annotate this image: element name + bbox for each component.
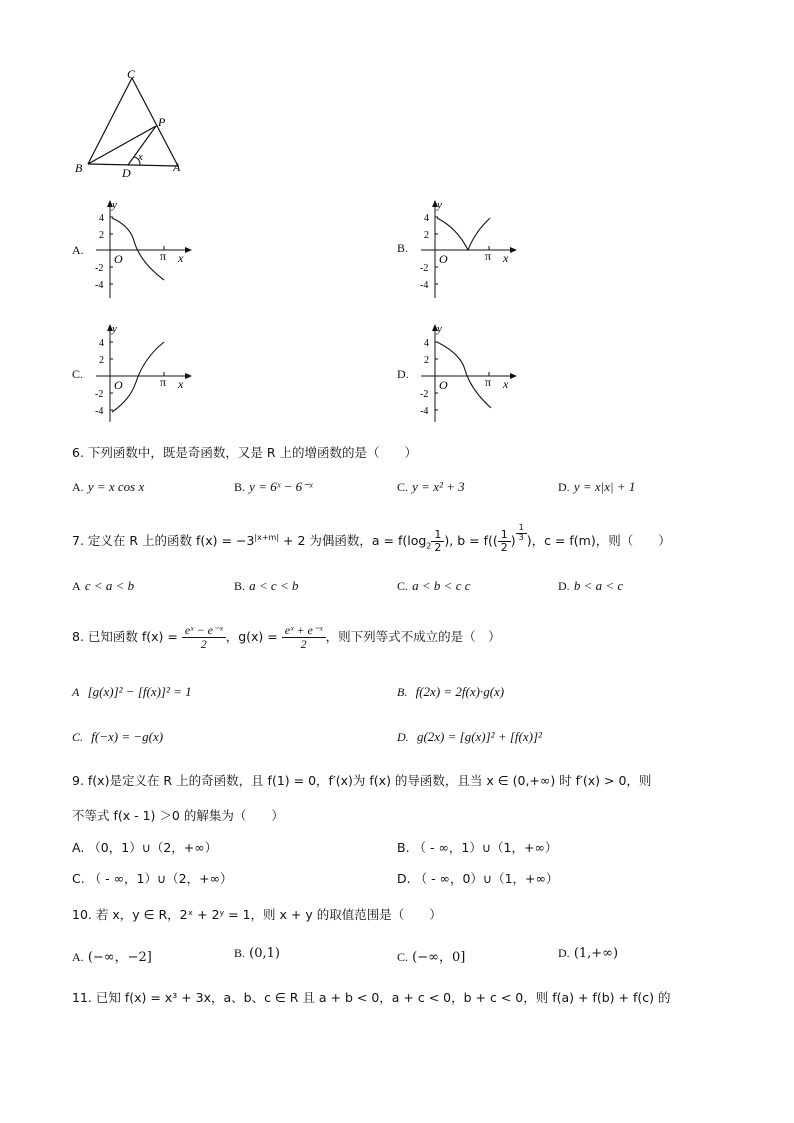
q6-option-c: C. y = x² + 3 xyxy=(397,479,465,494)
q7-option-c: C. a < b < c c xyxy=(397,578,471,593)
tick-neg4: -4 xyxy=(95,406,104,417)
tick-neg2: -2 xyxy=(95,389,104,400)
y-axis-label: y xyxy=(112,323,117,335)
q9-option-d: D. （ - ∞，0）∪（1，+∞） xyxy=(397,871,559,886)
y-axis-label: y xyxy=(437,199,442,211)
tick-2: 2 xyxy=(99,230,104,241)
q9-option-c: C. （ - ∞，1）∪（2，+∞） xyxy=(72,871,233,886)
q9-option-a: A. （0，1）∪（2，+∞） xyxy=(72,840,218,855)
q10-option-d: D. (1,+∞) xyxy=(558,946,619,961)
label-A: A xyxy=(173,160,181,174)
q6-stem: 6. 下列函数中，既是奇函数，又是 R 上的增函数的是（ ） xyxy=(72,445,418,460)
tick-2: 2 xyxy=(99,355,104,366)
graph-a-label: A. xyxy=(72,243,84,257)
tick-neg2: -2 xyxy=(420,263,429,274)
tick-2: 2 xyxy=(424,355,429,366)
graph-b xyxy=(417,196,517,300)
tick-neg2: -2 xyxy=(420,389,429,400)
tick-neg2: -2 xyxy=(95,263,104,274)
y-axis-label: y xyxy=(112,199,117,211)
graph-a xyxy=(92,196,192,300)
graph-c xyxy=(92,320,192,424)
label-P: P xyxy=(158,115,166,129)
label-x: x xyxy=(138,151,143,163)
q11-stem: 11. 已知 f(x) = x³ + 3x，a、b、c ∈ R 且 a + b < 0，a + c < 0，b + c < 0，则 f(a) + f(b) + f(c) 的 xyxy=(72,990,671,1005)
tick-4: 4 xyxy=(424,338,429,349)
x-axis-label: x xyxy=(503,251,509,265)
x-axis-label: x xyxy=(178,251,184,265)
q10-option-c: C. (−∞，0] xyxy=(397,950,466,965)
tick-4: 4 xyxy=(424,213,429,224)
tick-neg4: -4 xyxy=(420,406,429,417)
q7-stem: 7. 定义在 R 上的函数 $f(x) = -3^{|x+m|} + 2$ 为偶函数，$a = f(\log_2$ $\frac{1}{2}$ ), b = f(( $\frac{1}{2}$ ) $^{\frac{1}{3}}$ )，c = f(m)，则（ ） xyxy=(72,523,671,554)
q10-option-b: B. (0,1) xyxy=(234,946,280,961)
q9-stem-line2: 不等式 f(x - 1) ＞0 的解集为（ ） xyxy=(72,808,284,823)
y-axis-label: y xyxy=(437,323,442,335)
q7-option-a: A c < a < b xyxy=(72,578,135,593)
x-axis-label: x xyxy=(178,377,184,391)
tick-4: 4 xyxy=(99,338,104,349)
q6-option-a: A. y = x cos x xyxy=(72,479,145,494)
tick-4: 4 xyxy=(99,213,104,224)
q8-option-a: A [g(x)]² − [f(x)]² = 1 xyxy=(72,684,192,699)
q10-stem: 10. 若 x，y ∈ R，2ˣ + 2ʸ = 1，则 x + y 的取值范围是（ ） xyxy=(72,907,442,922)
label-B: B xyxy=(75,161,83,175)
q8-option-b: B. f(2x) = 2f(x)·g(x) xyxy=(397,684,505,699)
pi-label: π xyxy=(160,249,167,263)
origin-label: O xyxy=(439,378,448,392)
origin-label: O xyxy=(114,252,123,266)
tick-neg4: -4 xyxy=(95,280,104,291)
triangle-figure xyxy=(70,66,190,178)
tick-neg4: -4 xyxy=(420,280,429,291)
q9-option-b: B. （ - ∞，1）∪（1，+∞） xyxy=(397,840,558,855)
graph-c-label: C. xyxy=(72,367,84,381)
graph-d-label: D. xyxy=(397,367,409,381)
label-D: D xyxy=(122,166,131,178)
q6-option-d: D. y = x|x| + 1 xyxy=(558,479,636,494)
q8-option-d: D. g(2x) = [g(x)]² + [f(x)]² xyxy=(397,729,542,744)
pi-label: π xyxy=(485,375,492,389)
q9-stem-line1: 9. f(x)是定义在 R 上的奇函数，且 f(1) = 0，f′(x)为 f(x) 的导函数，且当 x ∈ (0,+∞) 时 f′(x) > 0，则 xyxy=(72,773,652,788)
x-axis-label: x xyxy=(503,377,509,391)
label-C: C xyxy=(127,67,136,81)
graph-d xyxy=(417,320,517,424)
graph-b-label: B. xyxy=(397,241,409,255)
q6-option-b: B. y = 6ˣ − 6⁻ˣ xyxy=(234,479,313,494)
pi-label: π xyxy=(160,375,167,389)
q7-option-b: B. a < c < b xyxy=(234,578,299,593)
q8-option-c: C. f(−x) = −g(x) xyxy=(72,729,164,744)
q10-option-a: A. (−∞，−2] xyxy=(72,950,152,965)
origin-label: O xyxy=(114,378,123,392)
q8-stem: 8. 已知函数 f(x) = $\frac{\text{eˣ − e⁻ˣ}}{2}$ ，g(x) = $\frac{\text{eˣ + e⁻ˣ}}{2}$ ，则下列等式不成立的是（ ） xyxy=(72,623,501,652)
origin-label: O xyxy=(439,252,448,266)
pi-label: π xyxy=(485,249,492,263)
tick-2: 2 xyxy=(424,230,429,241)
q7-option-d: D. b < a < c xyxy=(558,578,624,593)
